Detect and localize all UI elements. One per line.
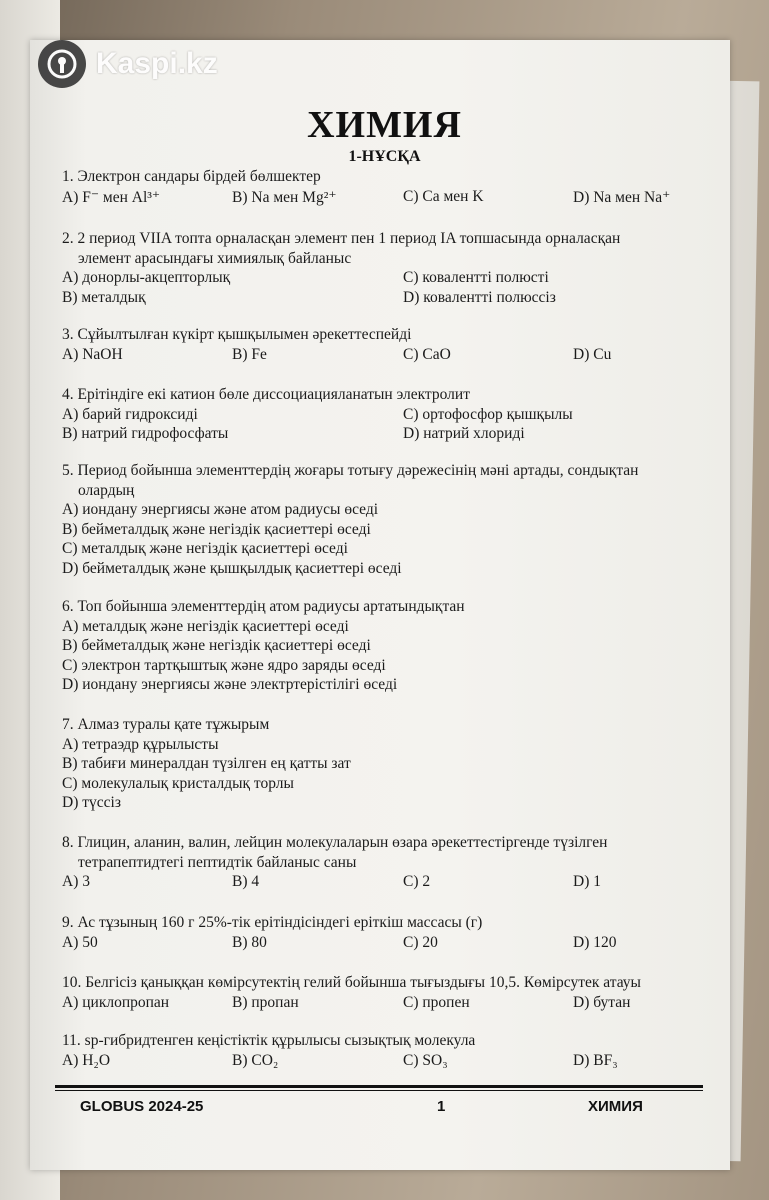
footer-divider (55, 1085, 703, 1088)
answer-option: C) молекулалық кристалдық торлы (62, 774, 294, 792)
answer-option: D) BF₃ (573, 1051, 618, 1069)
question-text: 7. Алмаз туралы қате тұжырым (62, 716, 270, 733)
variant-label: 1-НҰСҚА (348, 148, 421, 165)
answer-option: B) Na мен Mg²⁺ (232, 188, 337, 206)
answer-option: A) NaOH (62, 345, 123, 363)
answer-option: D) Na мен Na⁺ (573, 188, 671, 206)
question-text: 10. Белгісіз қаныққан көмірсутектің гелий бойынша тығыздығы 10,5. Көмірсутек атауы (62, 974, 641, 991)
answer-option: A) металдық және негіздік қасиеттері өседі (62, 617, 349, 635)
answer-option: A) иондану энергиясы және атом радиусы өседі (62, 501, 379, 518)
answer-option: D) бутан (573, 993, 631, 1011)
page-title: ХИМИЯ (307, 104, 462, 146)
answer-option: A) 50 (62, 933, 98, 951)
question-text: тетрапептидтегі пептидтік байланыс саны (78, 853, 357, 871)
answer-option: D) түссіз (62, 794, 121, 811)
answer-option: C) SO₃ (403, 1051, 448, 1069)
answer-option: C) Ca мен K (403, 187, 484, 205)
answer-option: C) металдық және негіздік қасиеттері өседі (62, 540, 348, 557)
kaspi-logo-icon (38, 40, 86, 88)
answer-option: A) H₂O (62, 1051, 111, 1069)
answer-option: D) натрий хлориді (403, 425, 525, 442)
answer-option: D) 120 (573, 933, 617, 951)
answer-option: B) бейметалдық және негіздік қасиеттері өседі (62, 520, 371, 538)
answer-option: D) иондану энергиясы және электртерістілігі өседі (62, 676, 398, 693)
answer-option: C) 20 (403, 933, 438, 951)
answer-option: A) F⁻ мен Al³⁺ (62, 188, 161, 206)
answer-option: B) табиғи минералдан түзілген ең қатты зат (62, 755, 351, 772)
answer-option: B) Fe (232, 345, 267, 363)
answer-option: A) тетраэдр құрылысты (62, 735, 219, 753)
question-text: 11. sp-гибридтенген кеңістіктік құрылысы сызықтық молекула (62, 1032, 476, 1049)
question-text: 3. Сұйылтылған күкірт қышқылымен әрекеттеспейді (62, 326, 412, 343)
answer-option: B) 80 (232, 933, 267, 951)
answer-option: A) циклопропан (62, 993, 170, 1011)
question-text: 6. Топ бойынша элементтердің атом радиусы артатындықтан (62, 598, 465, 615)
answer-option: A) 3 (62, 873, 90, 890)
answer-option: D) бейметалдық және қышқылдық қасиеттері өседі (62, 559, 402, 577)
answer-option: D) 1 (573, 873, 601, 890)
question-text: 9. Ас тұзының 160 г 25%-тік ерітіндісіндегі еріткіш массасы (г) (62, 914, 483, 931)
answer-option: A) донорлы-акцепторлық (62, 269, 231, 286)
question-text: 1. Электрон сандары бірдей бөлшектер (62, 168, 321, 185)
question-text: олардың (78, 481, 135, 499)
question-text: 8. Глицин, аланин, валин, лейцин молекулаларын өзара әрекеттестіргенде түзілген (62, 834, 608, 851)
answer-option: B) пропан (232, 993, 299, 1011)
answer-option: C) CaO (403, 345, 451, 363)
answer-option: C) 2 (403, 873, 431, 890)
footer-subject: ХИМИЯ (588, 1098, 643, 1115)
answer-option: B) 4 (232, 873, 260, 890)
answer-option: C) электрон тартқыштық және ядро заряды өседі (62, 656, 386, 674)
answer-option: B) CO₂ (232, 1051, 279, 1069)
answer-option: B) металдық (62, 288, 146, 306)
answer-option: B) бейметалдық және негіздік қасиеттері өседі (62, 637, 371, 654)
watermark (38, 40, 218, 88)
answer-option: B) натрий гидрофосфаты (62, 425, 229, 442)
answer-option: C) пропен (403, 993, 470, 1011)
answer-option: C) ортофосфор қышқылы (403, 405, 573, 423)
footer-divider-thin (55, 1090, 703, 1091)
answer-option: D) Cu (573, 345, 612, 363)
answer-option: A) барий гидроксиді (62, 405, 198, 423)
question-text: элемент арасындағы химиялық байланыс (78, 249, 352, 267)
footer-publisher: GLOBUS 2024-25 (80, 1098, 204, 1115)
question-text: 4. Ерітіндіге екі катион бөле диссоциацияланатын электролит (62, 386, 470, 403)
question-text: 5. Период бойынша элементтердің жоғары тотығу дәрежесінің мәні артады, сондықтан (62, 462, 639, 479)
answer-option: C) ковалентті полюсті (403, 269, 549, 286)
answer-option: D) ковалентті полюссіз (403, 288, 556, 306)
page-number: 1 (437, 1098, 446, 1115)
watermark-brand: Kaspi.kz (96, 47, 218, 80)
question-text: 2. 2 период VIIA топта орналасқан элемент пен 1 период IA топшасында орналасқан (62, 230, 621, 247)
